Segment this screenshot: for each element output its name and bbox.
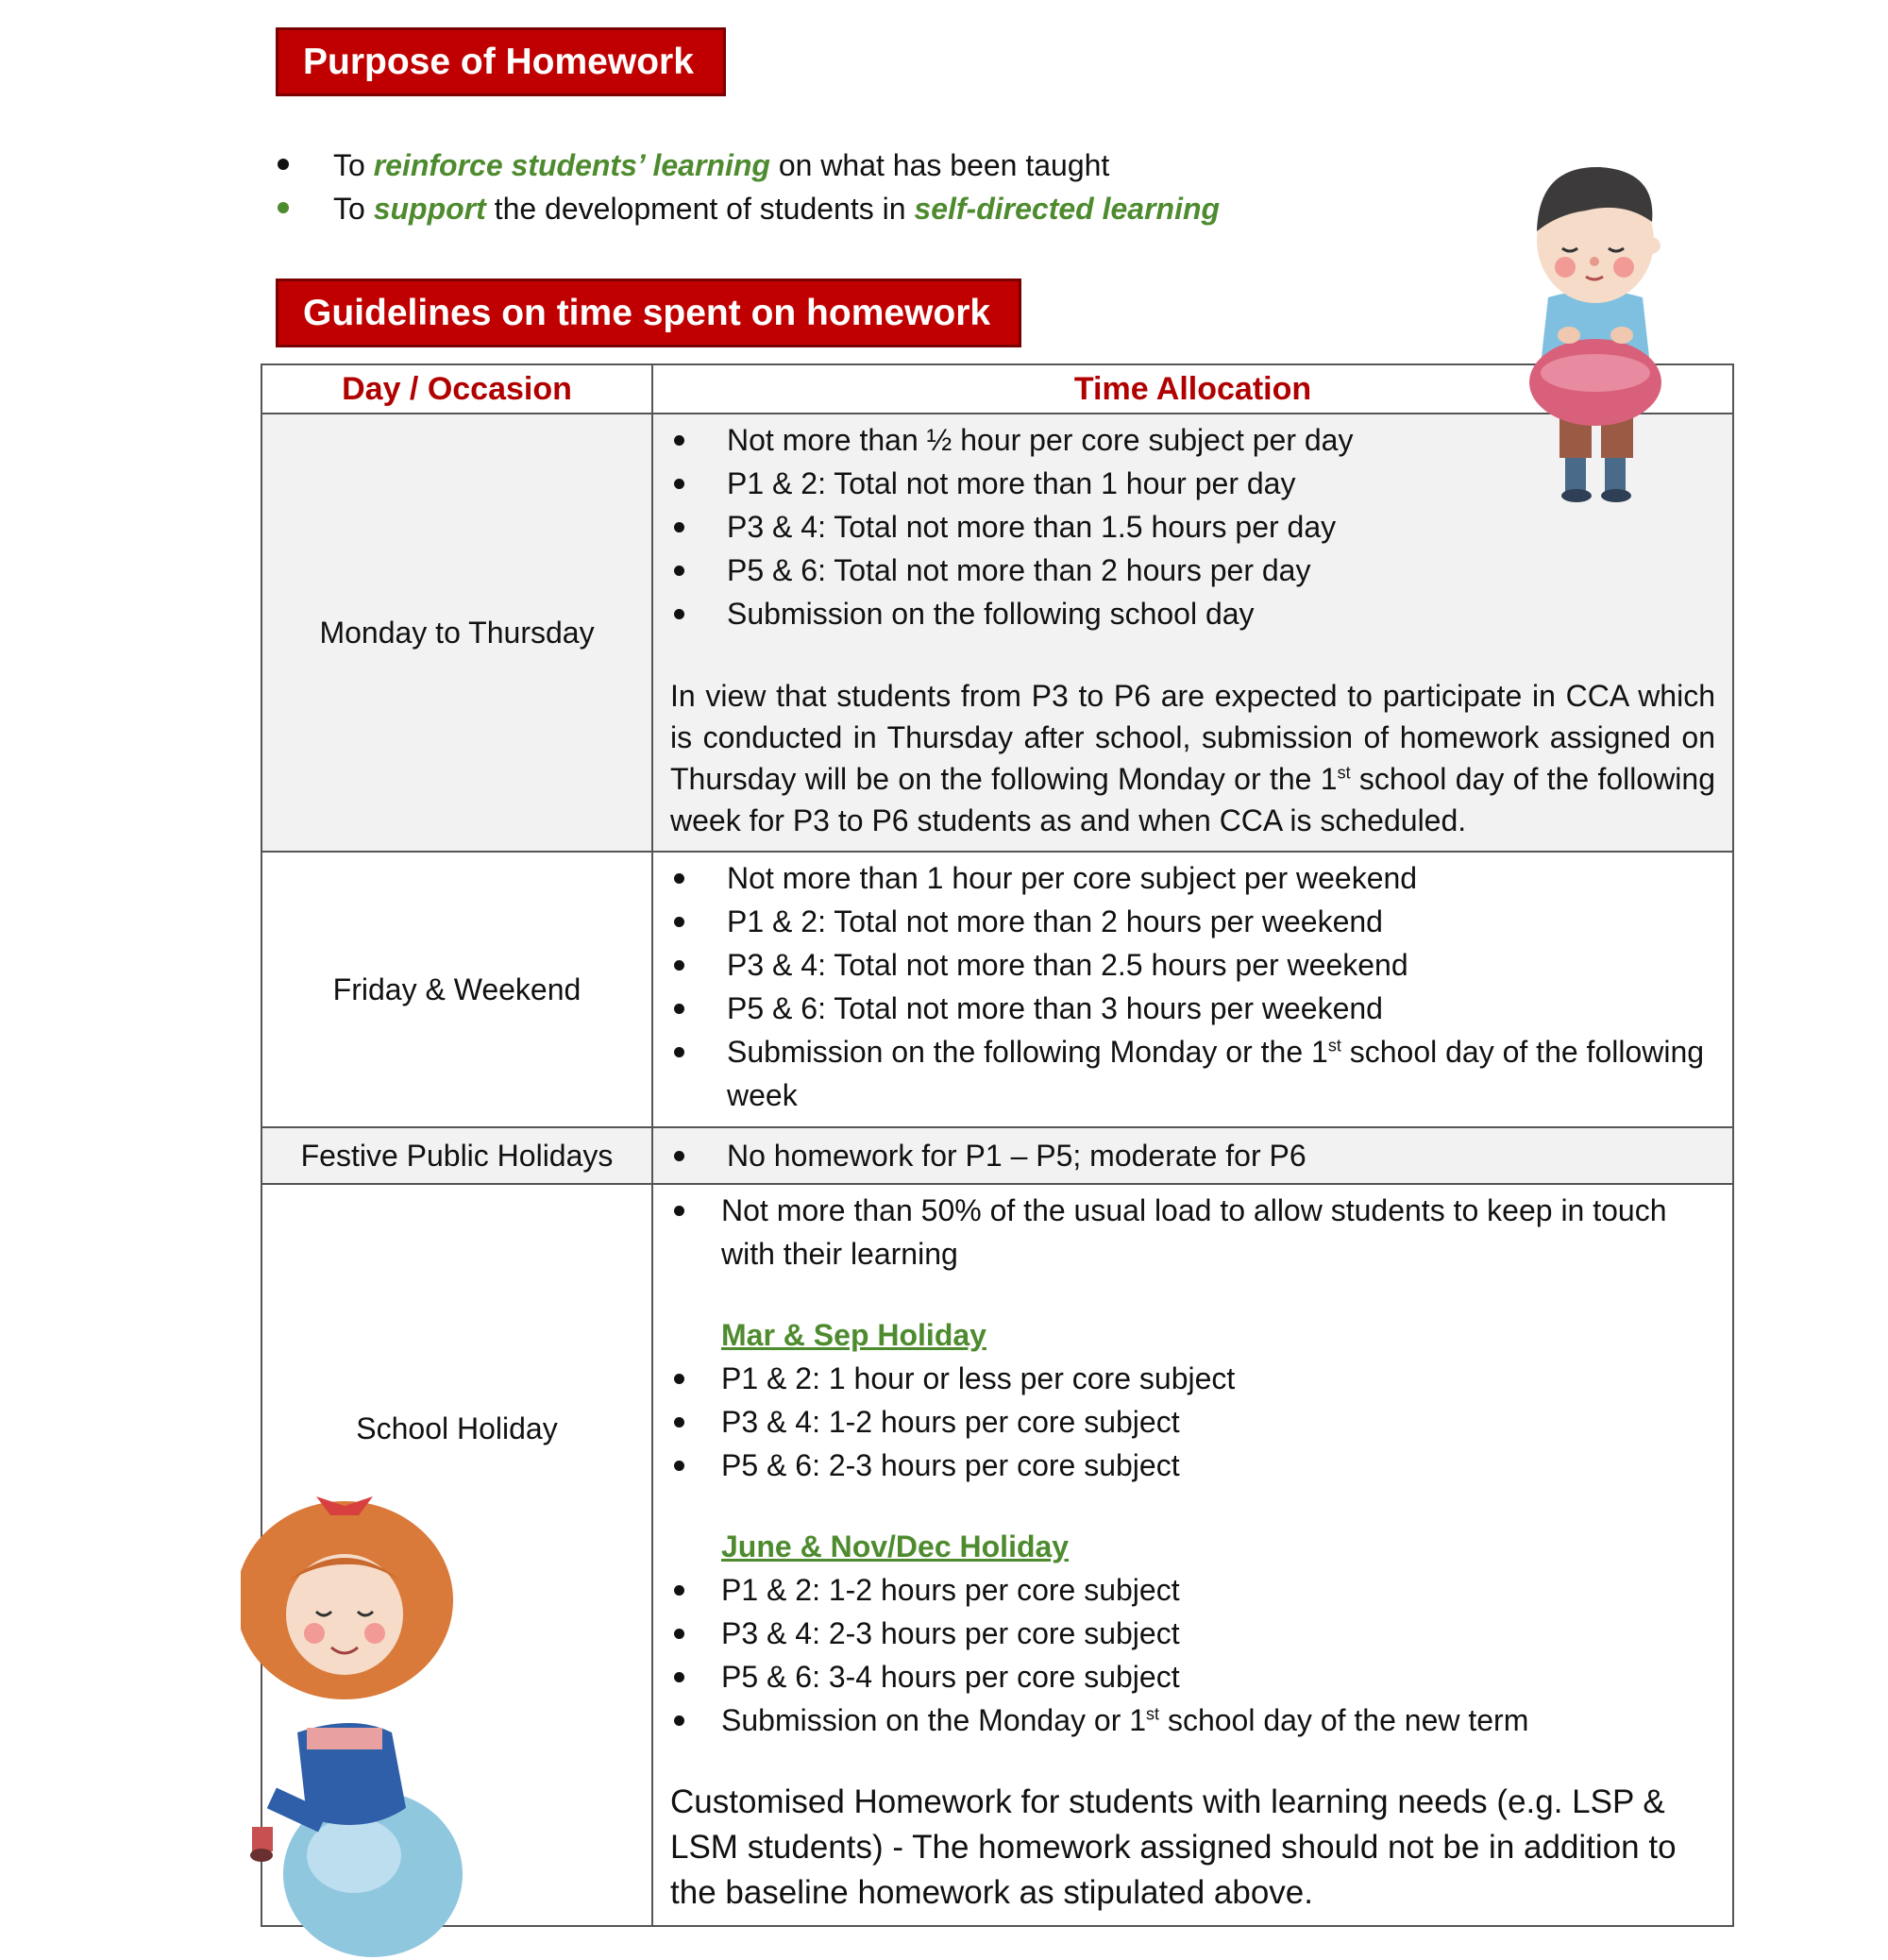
list-item: P3 & 4: 1-2 hours per core subject bbox=[670, 1400, 1715, 1444]
list-item: Submission on the following Monday or the 1st school day of the following week bbox=[670, 1030, 1715, 1117]
bullet-icon bbox=[278, 159, 289, 170]
boy-illustration bbox=[1510, 156, 1709, 505]
list-item: P1 & 2: 1-2 hours per core subject bbox=[670, 1568, 1715, 1612]
time-cell bbox=[652, 1184, 1733, 1926]
girl-illustration bbox=[241, 1496, 496, 1959]
time-cell bbox=[652, 1127, 1733, 1184]
list-item: P5 & 6: Total not more than 3 hours per weekend bbox=[670, 987, 1715, 1030]
june-nov-dec-heading: June & Nov/Dec Holiday bbox=[721, 1529, 1070, 1563]
purpose-item: To reinforce students’ learning on what has been taught bbox=[276, 144, 1220, 187]
list-item: Not more than ½ hour per core subject per day bbox=[670, 418, 1715, 462]
guidelines-banner: Guidelines on time spent on homework bbox=[276, 279, 1021, 347]
purpose-list bbox=[276, 144, 1220, 230]
list-item: P3 & 4: 2-3 hours per core subject bbox=[670, 1612, 1715, 1655]
highlight-text: support bbox=[373, 192, 486, 226]
list-item: Not more than 50% of the usual load to allow students to keep in touch with their learning bbox=[670, 1189, 1715, 1276]
list-item: P5 & 6: 2-3 hours per core subject bbox=[670, 1444, 1715, 1487]
time-cell bbox=[652, 852, 1733, 1127]
list-item: P1 & 2: Total not more than 1 hour per day bbox=[670, 462, 1715, 505]
list-item: P3 & 4: Total not more than 1.5 hours per day bbox=[670, 505, 1715, 549]
table-row bbox=[261, 1127, 1733, 1184]
list-item: Submission on the Monday or 1st school day of the new term bbox=[670, 1698, 1715, 1742]
list-item: P5 & 6: 3-4 hours per core subject bbox=[670, 1655, 1715, 1698]
list-item: No homework for P1 – P5; moderate for P6 bbox=[670, 1134, 1715, 1177]
header-day: Day / Occasion bbox=[261, 364, 652, 414]
list-item: P3 & 4: Total not more than 2.5 hours per weekend bbox=[670, 943, 1715, 987]
day-cell: Festive Public Holidays bbox=[261, 1127, 652, 1184]
list-item: P1 & 2: 1 hour or less per core subject bbox=[670, 1357, 1715, 1400]
list-item: P1 & 2: Total not more than 2 hours per weekend bbox=[670, 900, 1715, 943]
header-time: Time Allocation bbox=[652, 364, 1733, 414]
day-cell: Friday & Weekend bbox=[261, 852, 652, 1127]
bullet-icon bbox=[278, 202, 289, 213]
cca-note: In view that students from P3 to P6 are expected to participate in CCA which is conducted in Thursday after school, submission of homework assigned on Thursday will be on the following Monday or the 1st school day of the following week for P3 to P6 students as and when CCA is scheduled. bbox=[670, 679, 1716, 837]
customised-homework-note: Customised Homework for students with learning needs (e.g. LSP & LSM students) - The homework assigned should not be in addition to the baseline homework as stipulated above. bbox=[670, 1783, 1677, 1911]
mar-sep-heading: Mar & Sep Holiday bbox=[721, 1318, 986, 1352]
day-cell: School Holiday bbox=[261, 1184, 652, 1926]
list-item: Not more than 1 hour per core subject per weekend bbox=[670, 856, 1715, 900]
day-cell: Monday to Thursday bbox=[261, 414, 652, 852]
list-item: Submission on the following school day bbox=[670, 592, 1715, 635]
purpose-item: To support the development of students in self-directed learning bbox=[276, 187, 1220, 230]
highlight-text: self-directed learning bbox=[914, 192, 1221, 226]
table-row bbox=[261, 852, 1733, 1127]
highlight-text: reinforce students’ learning bbox=[373, 148, 770, 182]
list-item: P5 & 6: Total not more than 2 hours per day bbox=[670, 549, 1715, 592]
purpose-banner: Purpose of Homework bbox=[276, 27, 726, 96]
